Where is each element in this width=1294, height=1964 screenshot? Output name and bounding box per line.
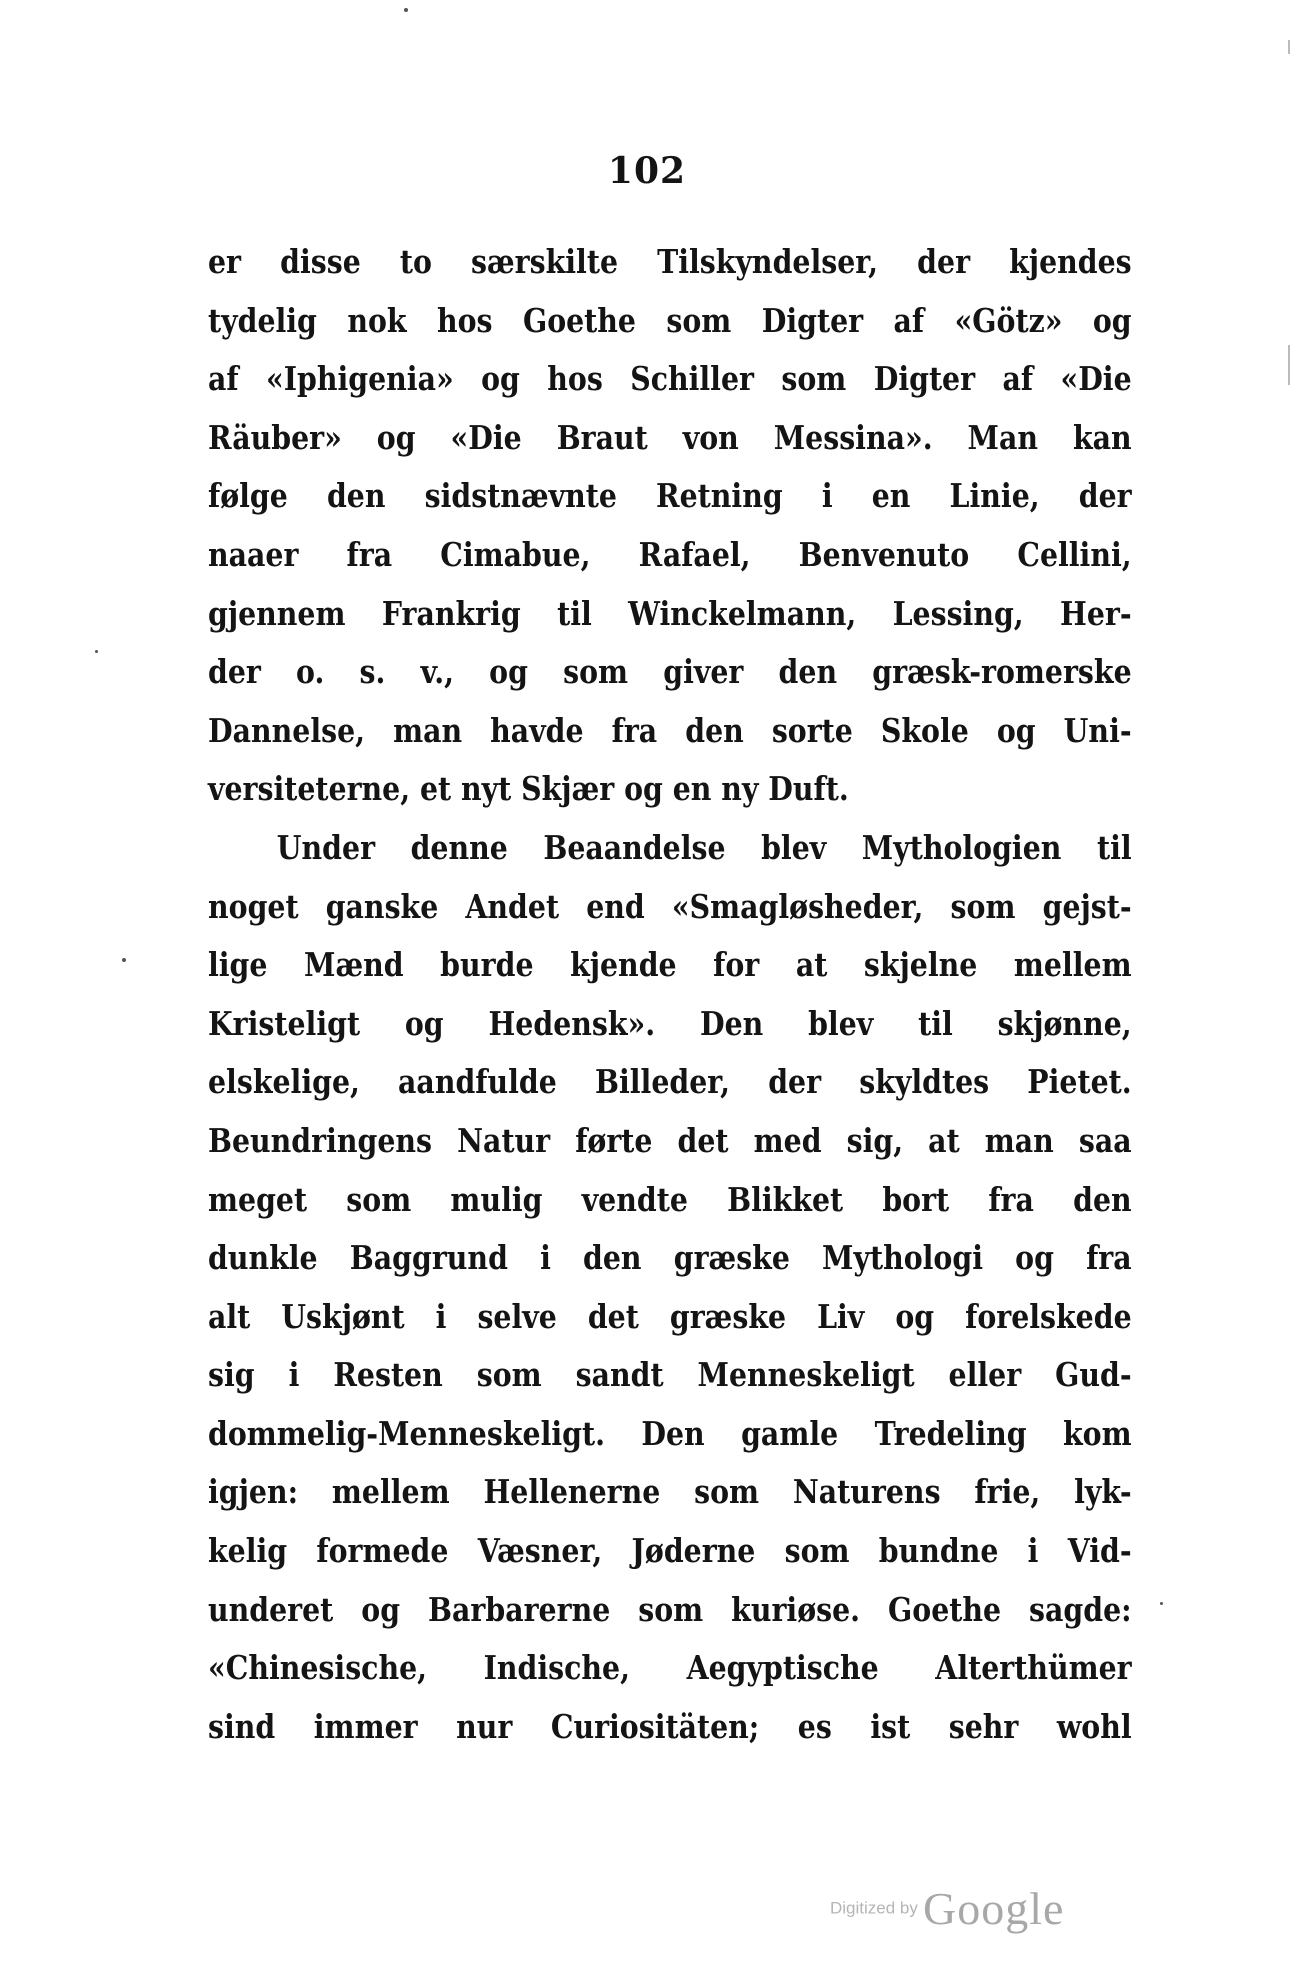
text-line: Räuber» og «Die Braut von Messina». Man kan bbox=[208, 417, 1132, 457]
paragraph-end-line: versiteterne, et nyt Skjær og en ny Duft. bbox=[208, 769, 849, 809]
text-line: elskelige, aandfulde Billeder, der skyldtes Pietet. bbox=[208, 1062, 1132, 1102]
ink-speck bbox=[404, 8, 408, 12]
text-line: igjen: mellem Hellenerne som Naturens frie, lyk- bbox=[208, 1472, 1132, 1512]
scan-edge-mark bbox=[1288, 40, 1290, 54]
text-line: dunkle Baggrund i den græske Mythologi og fra bbox=[208, 1238, 1132, 1278]
watermark-prefix: Digitized by bbox=[830, 1898, 918, 1918]
text-line: tydelig nok hos Goethe som Digter af «Götz» og bbox=[208, 300, 1132, 340]
paragraph-start-line: Under denne Beaandelse blev Mythologien til bbox=[276, 827, 1132, 867]
text-line: underet og Barbarerne som kuriøse. Goethe sagde: bbox=[208, 1589, 1132, 1629]
text-line: alt Uskjønt i selve det græske Liv og forelskede bbox=[208, 1296, 1132, 1336]
body-text bbox=[208, 233, 1132, 1756]
text-line: af «Iphigenia» og hos Schiller som Digter af «Die bbox=[208, 359, 1132, 399]
text-line: Beundringens Natur førte det med sig, at man saa bbox=[208, 1120, 1132, 1160]
page-number: 102 bbox=[607, 150, 687, 192]
text-line: følge den sidstnævnte Retning i en Linie, der bbox=[208, 476, 1132, 516]
text-line: noget ganske Andet end «Smagløsheder, som gejst- bbox=[208, 886, 1132, 926]
text-line: kelig formede Væsner, Jøderne som bundne i Vid- bbox=[208, 1531, 1132, 1571]
digitized-watermark bbox=[830, 1882, 1064, 1935]
ink-speck bbox=[122, 958, 126, 962]
text-line: Kristeligt og Hedensk». Den blev til skjønne, bbox=[208, 1003, 1132, 1043]
scan-edge-mark bbox=[1288, 345, 1290, 385]
text-line: er disse to særskilte Tilskyndelser, der kjendes bbox=[208, 242, 1132, 281]
text-line: der o. s. v., og som giver den græsk-romerske bbox=[208, 652, 1132, 692]
text-line: meget som mulig vendte Blikket bort fra den bbox=[208, 1179, 1132, 1219]
text-line: dommelig-Menneskeligt. Den gamle Tredeling kom bbox=[208, 1413, 1132, 1453]
text-line: lige Mænd burde kjende for at skjelne mellem bbox=[208, 945, 1132, 985]
watermark-brand-logo: Google bbox=[922, 1883, 1065, 1934]
text-line: sind immer nur Curiositäten; es ist sehr wohl bbox=[208, 1706, 1132, 1746]
text-line: Dannelse, man havde fra den sorte Skole og Uni- bbox=[208, 710, 1132, 750]
text-line: sig i Resten som sandt Menneskeligt eller Gud- bbox=[208, 1355, 1132, 1395]
ink-speck bbox=[1160, 1602, 1163, 1605]
text-line: gjennem Frankrig til Winckelmann, Lessing, Her- bbox=[208, 593, 1132, 633]
text-line: «Chinesische, Indische, Aegyptische Alterthümer bbox=[208, 1648, 1132, 1688]
ink-speck bbox=[95, 650, 98, 653]
text-line: naaer fra Cimabue, Rafael, Benvenuto Cellini, bbox=[208, 534, 1132, 574]
